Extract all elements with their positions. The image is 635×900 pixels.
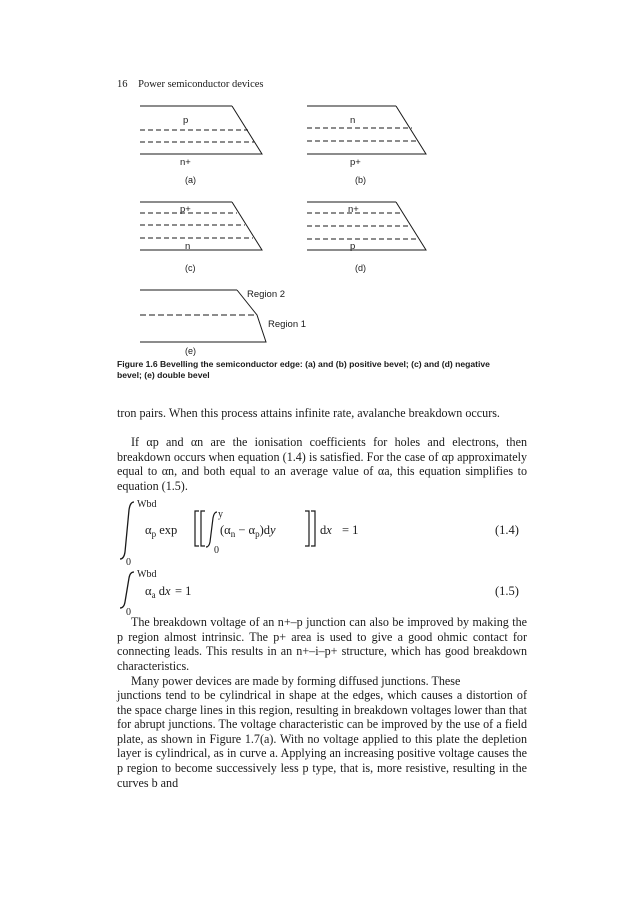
eq14-number: (1.4) <box>495 523 519 537</box>
panel-b-top-layer: n <box>350 115 356 126</box>
panel-e-label: (e) <box>185 346 196 356</box>
eq15-integrand: $\alpha_a$ dx <box>145 584 171 600</box>
panel-d-bottom-layer: p <box>350 241 356 252</box>
panel-d-top-layer: n+ <box>348 204 359 215</box>
eq14-lower-limit: 0 <box>126 557 131 568</box>
eq15-upper-limit: Wbd <box>137 569 157 580</box>
panel-a-label: (a) <box>185 175 196 185</box>
panel-d-label: (d) <box>355 263 366 273</box>
eq14-rhs: = 1 <box>342 523 359 537</box>
bevel-panel-c <box>140 202 262 250</box>
figure-1-6 <box>0 0 635 360</box>
panel-a-bottom-layer: n+ <box>180 157 191 168</box>
paragraph-1: tron pairs. When this process attains infinite rate, avalanche breakdown occurs. <box>117 406 500 420</box>
paragraph-4-first-line: Many power devices are made by forming diffused junctions. These <box>131 674 461 688</box>
figure-caption: Figure 1.6 Bevelling the semiconductor edge: (a) and (b) positive bevel; (c) and (d) negative bevel; (e) double bevel <box>117 359 490 380</box>
eq14-alpha-p: $\alpha_p$ exp <box>145 523 178 539</box>
eq14-inner-lower: 0 <box>214 545 219 556</box>
panel-a-top-layer: p <box>183 115 189 126</box>
eq14-upper-limit: Wbd <box>137 499 157 510</box>
eq14-dx: dx <box>320 523 332 537</box>
bevel-panel-d <box>307 202 426 250</box>
equation-1-4 <box>117 496 527 566</box>
panel-e-region-1: Region 1 <box>268 319 307 330</box>
eq14-integrand: $(\alpha_n - \alpha_p)dy$ <box>220 523 276 539</box>
eq14-inner-upper: y <box>218 509 223 520</box>
panel-b-bottom-layer: p+ <box>350 157 361 168</box>
bevel-panel-b <box>307 106 426 154</box>
panel-e-region-2: Region 2 <box>247 289 286 300</box>
panel-b-label: (b) <box>355 175 366 185</box>
bevel-panel-a <box>140 106 262 154</box>
page-number: 16 <box>117 79 128 90</box>
panel-c-top-layer: p+ <box>180 204 191 215</box>
panel-c-bottom-layer: n <box>185 241 191 252</box>
paragraph-3: The breakdown voltage of an n+–p junction can also be improved by making the p region almost intrinsic. The p+ area is used to give a good ohmic contact for connecting leads. This results in an n+–i–p+ structure, which has good breakdown characteristics. <box>117 615 527 673</box>
running-title: Power semiconductor devices <box>138 79 264 90</box>
panel-c-label: (c) <box>185 263 196 273</box>
paragraph-4: junctions tend to be cylindrical in shape at the edges, which causes a distortion of the space charge lines in this region, resulting in breakdown voltages lower than that for abrupt junctions. The voltage characteristic can be improved by the use of a field plate, as shown in Figure 1.7(a). With no voltage applied to this plate the depletion layer is cylindrical, as in curve a. Applying an increasing positive voltage causes the p region to become successively less p type, that is, more resistive, resulting in the curves b and <box>117 688 527 790</box>
eq15-rhs: = 1 <box>175 584 192 598</box>
eq15-number: (1.5) <box>495 584 519 598</box>
eq15-lower-limit: 0 <box>126 607 131 616</box>
paragraph-2: If αp and αn are the ionisation coefficients for holes and electrons, then breakdown occurs when equation (1.4) is satisfied. For the case of αp approximately equal to αn, and both equal to an average value of αa, this equation simplifies to equation (1.5). <box>117 435 527 493</box>
